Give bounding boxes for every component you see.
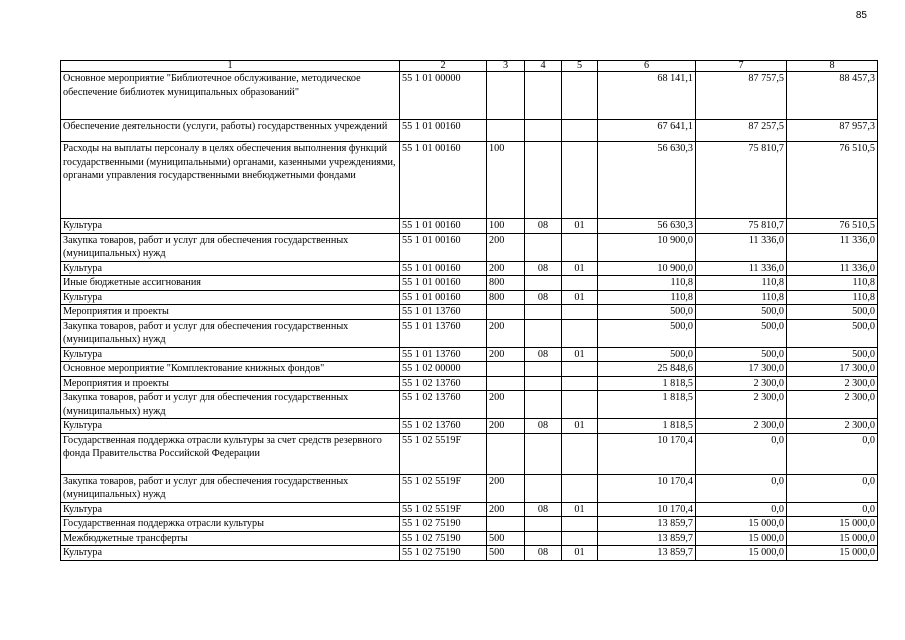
table-row xyxy=(61,305,878,320)
cell-expense-type xyxy=(487,120,525,142)
cell-name: Закупка товаров, работ и услуг для обеспечения государственных (муниципальных) нужд xyxy=(61,233,400,261)
cell-expense-type: 200 xyxy=(487,502,525,517)
cell-value-col-6: 68 141,1 xyxy=(598,72,696,120)
cell-code: 55 1 02 13760 xyxy=(400,419,487,434)
cell-subsection xyxy=(562,391,598,419)
cell-code: 55 1 02 75190 xyxy=(400,531,487,546)
cell-expense-type: 200 xyxy=(487,474,525,502)
cell-name: Иные бюджетные ассигнования xyxy=(61,276,400,291)
cell-value-col-7: 110,8 xyxy=(696,276,787,291)
cell-value-col-8: 11 336,0 xyxy=(787,233,878,261)
table-row xyxy=(61,233,878,261)
table-row xyxy=(61,261,878,276)
cell-value-col-8: 110,8 xyxy=(787,276,878,291)
cell-code: 55 1 01 00160 xyxy=(400,233,487,261)
cell-section xyxy=(525,276,562,291)
cell-value-col-6: 56 630,3 xyxy=(598,219,696,234)
cell-expense-type: 500 xyxy=(487,546,525,561)
cell-value-col-6: 67 641,1 xyxy=(598,120,696,142)
cell-section xyxy=(525,376,562,391)
cell-subsection xyxy=(562,305,598,320)
cell-value-col-7: 2 300,0 xyxy=(696,391,787,419)
table-row xyxy=(61,517,878,532)
page-number: 85 xyxy=(855,10,867,21)
cell-subsection xyxy=(562,319,598,347)
cell-subsection: 01 xyxy=(562,261,598,276)
cell-code: 55 1 02 5519F xyxy=(400,502,487,517)
cell-value-col-6: 1 818,5 xyxy=(598,419,696,434)
cell-section: 08 xyxy=(525,290,562,305)
cell-value-col-6: 13 859,7 xyxy=(598,546,696,561)
cell-value-col-7: 0,0 xyxy=(696,502,787,517)
cell-value-col-6: 110,8 xyxy=(598,290,696,305)
cell-value-col-7: 15 000,0 xyxy=(696,517,787,532)
header-cell-7: 7 xyxy=(696,61,787,72)
cell-name: Межбюджетные трансферты xyxy=(61,531,400,546)
cell-expense-type xyxy=(487,433,525,474)
table-row xyxy=(61,546,878,561)
cell-section xyxy=(525,319,562,347)
cell-subsection xyxy=(562,517,598,532)
cell-section xyxy=(525,474,562,502)
cell-subsection xyxy=(562,72,598,120)
cell-section: 08 xyxy=(525,261,562,276)
cell-section xyxy=(525,305,562,320)
cell-value-col-6: 10 170,4 xyxy=(598,502,696,517)
cell-value-col-8: 15 000,0 xyxy=(787,546,878,561)
cell-name: Культура xyxy=(61,219,400,234)
cell-name: Основное мероприятие "Библиотечное обслуживание, методическое обеспечение библиотек муниципальных образований" xyxy=(61,72,400,120)
table-header xyxy=(61,61,878,72)
cell-expense-type xyxy=(487,305,525,320)
cell-value-col-6: 10 900,0 xyxy=(598,261,696,276)
header-cell-2: 2 xyxy=(400,61,487,72)
cell-value-col-8: 11 336,0 xyxy=(787,261,878,276)
cell-value-col-8: 76 510,5 xyxy=(787,219,878,234)
cell-value-col-6: 110,8 xyxy=(598,276,696,291)
table-row xyxy=(61,391,878,419)
cell-expense-type xyxy=(487,376,525,391)
cell-value-col-6: 13 859,7 xyxy=(598,531,696,546)
header-cell-8: 8 xyxy=(787,61,878,72)
cell-value-col-7: 17 300,0 xyxy=(696,362,787,377)
cell-value-col-6: 10 170,4 xyxy=(598,433,696,474)
cell-value-col-6: 56 630,3 xyxy=(598,142,696,219)
cell-section xyxy=(525,72,562,120)
cell-code: 55 1 02 5519F xyxy=(400,433,487,474)
cell-code: 55 1 02 5519F xyxy=(400,474,487,502)
header-cell-4: 4 xyxy=(525,61,562,72)
cell-expense-type: 100 xyxy=(487,219,525,234)
table-row xyxy=(61,376,878,391)
cell-code: 55 1 01 13760 xyxy=(400,319,487,347)
cell-code: 55 1 01 00160 xyxy=(400,261,487,276)
cell-value-col-8: 87 957,3 xyxy=(787,120,878,142)
table-row xyxy=(61,433,878,474)
cell-name: Культура xyxy=(61,502,400,517)
header-cell-6: 6 xyxy=(598,61,696,72)
cell-section: 08 xyxy=(525,347,562,362)
cell-expense-type: 200 xyxy=(487,419,525,434)
cell-expense-type: 200 xyxy=(487,391,525,419)
cell-code: 55 1 01 00160 xyxy=(400,290,487,305)
cell-name: Культура xyxy=(61,347,400,362)
cell-section: 08 xyxy=(525,419,562,434)
table-row xyxy=(61,347,878,362)
cell-section xyxy=(525,142,562,219)
cell-value-col-7: 500,0 xyxy=(696,347,787,362)
cell-code: 55 1 02 13760 xyxy=(400,391,487,419)
cell-value-col-8: 500,0 xyxy=(787,347,878,362)
cell-section: 08 xyxy=(525,546,562,561)
header-row xyxy=(61,61,878,72)
cell-section xyxy=(525,433,562,474)
cell-name: Культура xyxy=(61,546,400,561)
cell-name: Обеспечение деятельности (услуги, работы) государственных учреждений xyxy=(61,120,400,142)
cell-subsection xyxy=(562,433,598,474)
table-row xyxy=(61,219,878,234)
cell-subsection xyxy=(562,362,598,377)
cell-value-col-7: 500,0 xyxy=(696,319,787,347)
cell-value-col-7: 2 300,0 xyxy=(696,376,787,391)
header-cell-1: 1 xyxy=(61,61,400,72)
cell-subsection: 01 xyxy=(562,419,598,434)
cell-name: Культура xyxy=(61,419,400,434)
cell-name: Закупка товаров, работ и услуг для обеспечения государственных (муниципальных) нужд xyxy=(61,319,400,347)
table-row xyxy=(61,142,878,219)
cell-expense-type xyxy=(487,517,525,532)
cell-value-col-7: 15 000,0 xyxy=(696,531,787,546)
table-row xyxy=(61,502,878,517)
cell-value-col-8: 76 510,5 xyxy=(787,142,878,219)
cell-expense-type: 200 xyxy=(487,261,525,276)
cell-value-col-8: 2 300,0 xyxy=(787,419,878,434)
cell-value-col-7: 87 757,5 xyxy=(696,72,787,120)
cell-name: Расходы на выплаты персоналу в целях обеспечения выполнения функций государственными (муниципальными) органами, казенными учреждениями, органами управления государственными внебюджетными фондами xyxy=(61,142,400,219)
cell-subsection xyxy=(562,276,598,291)
cell-value-col-7: 75 810,7 xyxy=(696,219,787,234)
cell-expense-type: 800 xyxy=(487,290,525,305)
cell-value-col-8: 500,0 xyxy=(787,319,878,347)
cell-value-col-7: 15 000,0 xyxy=(696,546,787,561)
cell-expense-type: 800 xyxy=(487,276,525,291)
cell-value-col-6: 1 818,5 xyxy=(598,391,696,419)
cell-expense-type: 200 xyxy=(487,347,525,362)
cell-subsection: 01 xyxy=(562,290,598,305)
cell-expense-type xyxy=(487,362,525,377)
table-row xyxy=(61,290,878,305)
cell-subsection xyxy=(562,142,598,219)
header-cell-3: 3 xyxy=(487,61,525,72)
cell-name: Государственная поддержка отрасли культуры xyxy=(61,517,400,532)
cell-value-col-6: 500,0 xyxy=(598,319,696,347)
cell-value-col-8: 17 300,0 xyxy=(787,362,878,377)
cell-value-col-6: 1 818,5 xyxy=(598,376,696,391)
cell-name: Культура xyxy=(61,261,400,276)
cell-value-col-7: 87 257,5 xyxy=(696,120,787,142)
cell-value-col-7: 2 300,0 xyxy=(696,419,787,434)
cell-value-col-8: 15 000,0 xyxy=(787,531,878,546)
cell-code: 55 1 02 75190 xyxy=(400,546,487,561)
table-row xyxy=(61,319,878,347)
table-row xyxy=(61,531,878,546)
cell-section xyxy=(525,517,562,532)
cell-expense-type: 200 xyxy=(487,233,525,261)
cell-section xyxy=(525,233,562,261)
cell-section: 08 xyxy=(525,502,562,517)
table-row xyxy=(61,362,878,377)
cell-name: Мероприятия и проекты xyxy=(61,305,400,320)
cell-section xyxy=(525,391,562,419)
cell-subsection xyxy=(562,120,598,142)
cell-subsection xyxy=(562,474,598,502)
table-row xyxy=(61,474,878,502)
cell-subsection xyxy=(562,376,598,391)
cell-name: Государственная поддержка отрасли культуры за счет средств резервного фонда Правительства Российской Федерации xyxy=(61,433,400,474)
cell-value-col-8: 0,0 xyxy=(787,433,878,474)
cell-code: 55 1 02 75190 xyxy=(400,517,487,532)
cell-code: 55 1 01 00160 xyxy=(400,142,487,219)
cell-value-col-8: 110,8 xyxy=(787,290,878,305)
cell-value-col-7: 110,8 xyxy=(696,290,787,305)
cell-code: 55 1 01 00160 xyxy=(400,120,487,142)
cell-name: Культура xyxy=(61,290,400,305)
cell-expense-type: 100 xyxy=(487,142,525,219)
header-cell-5: 5 xyxy=(562,61,598,72)
budget-table xyxy=(60,60,878,561)
cell-section xyxy=(525,120,562,142)
cell-value-col-6: 10 170,4 xyxy=(598,474,696,502)
cell-section xyxy=(525,362,562,377)
cell-code: 55 1 02 13760 xyxy=(400,376,487,391)
cell-value-col-8: 2 300,0 xyxy=(787,376,878,391)
cell-value-col-8: 15 000,0 xyxy=(787,517,878,532)
cell-value-col-6: 500,0 xyxy=(598,305,696,320)
cell-code: 55 1 01 00160 xyxy=(400,219,487,234)
cell-expense-type xyxy=(487,72,525,120)
cell-expense-type: 500 xyxy=(487,531,525,546)
cell-subsection: 01 xyxy=(562,219,598,234)
table-row xyxy=(61,419,878,434)
cell-subsection: 01 xyxy=(562,347,598,362)
cell-code: 55 1 01 00000 xyxy=(400,72,487,120)
table-row xyxy=(61,276,878,291)
cell-value-col-7: 0,0 xyxy=(696,433,787,474)
cell-value-col-8: 88 457,3 xyxy=(787,72,878,120)
cell-value-col-6: 13 859,7 xyxy=(598,517,696,532)
cell-name: Основное мероприятие "Комплектование книжных фондов" xyxy=(61,362,400,377)
cell-code: 55 1 01 13760 xyxy=(400,305,487,320)
cell-value-col-8: 500,0 xyxy=(787,305,878,320)
table-row xyxy=(61,72,878,120)
cell-value-col-8: 0,0 xyxy=(787,502,878,517)
cell-subsection: 01 xyxy=(562,546,598,561)
cell-value-col-7: 11 336,0 xyxy=(696,261,787,276)
cell-value-col-7: 0,0 xyxy=(696,474,787,502)
cell-value-col-8: 0,0 xyxy=(787,474,878,502)
table-row xyxy=(61,120,878,142)
cell-name: Закупка товаров, работ и услуг для обеспечения государственных (муниципальных) нужд xyxy=(61,391,400,419)
cell-value-col-7: 500,0 xyxy=(696,305,787,320)
cell-subsection xyxy=(562,531,598,546)
cell-name: Закупка товаров, работ и услуг для обеспечения государственных (муниципальных) нужд xyxy=(61,474,400,502)
cell-code: 55 1 01 00160 xyxy=(400,276,487,291)
cell-expense-type: 200 xyxy=(487,319,525,347)
table-body xyxy=(61,72,878,561)
cell-value-col-7: 11 336,0 xyxy=(696,233,787,261)
cell-value-col-6: 10 900,0 xyxy=(598,233,696,261)
cell-value-col-7: 75 810,7 xyxy=(696,142,787,219)
cell-section xyxy=(525,531,562,546)
cell-subsection: 01 xyxy=(562,502,598,517)
cell-value-col-6: 25 848,6 xyxy=(598,362,696,377)
cell-name: Мероприятия и проекты xyxy=(61,376,400,391)
cell-code: 55 1 02 00000 xyxy=(400,362,487,377)
cell-value-col-8: 2 300,0 xyxy=(787,391,878,419)
cell-code: 55 1 01 13760 xyxy=(400,347,487,362)
cell-subsection xyxy=(562,233,598,261)
cell-section: 08 xyxy=(525,219,562,234)
cell-value-col-6: 500,0 xyxy=(598,347,696,362)
